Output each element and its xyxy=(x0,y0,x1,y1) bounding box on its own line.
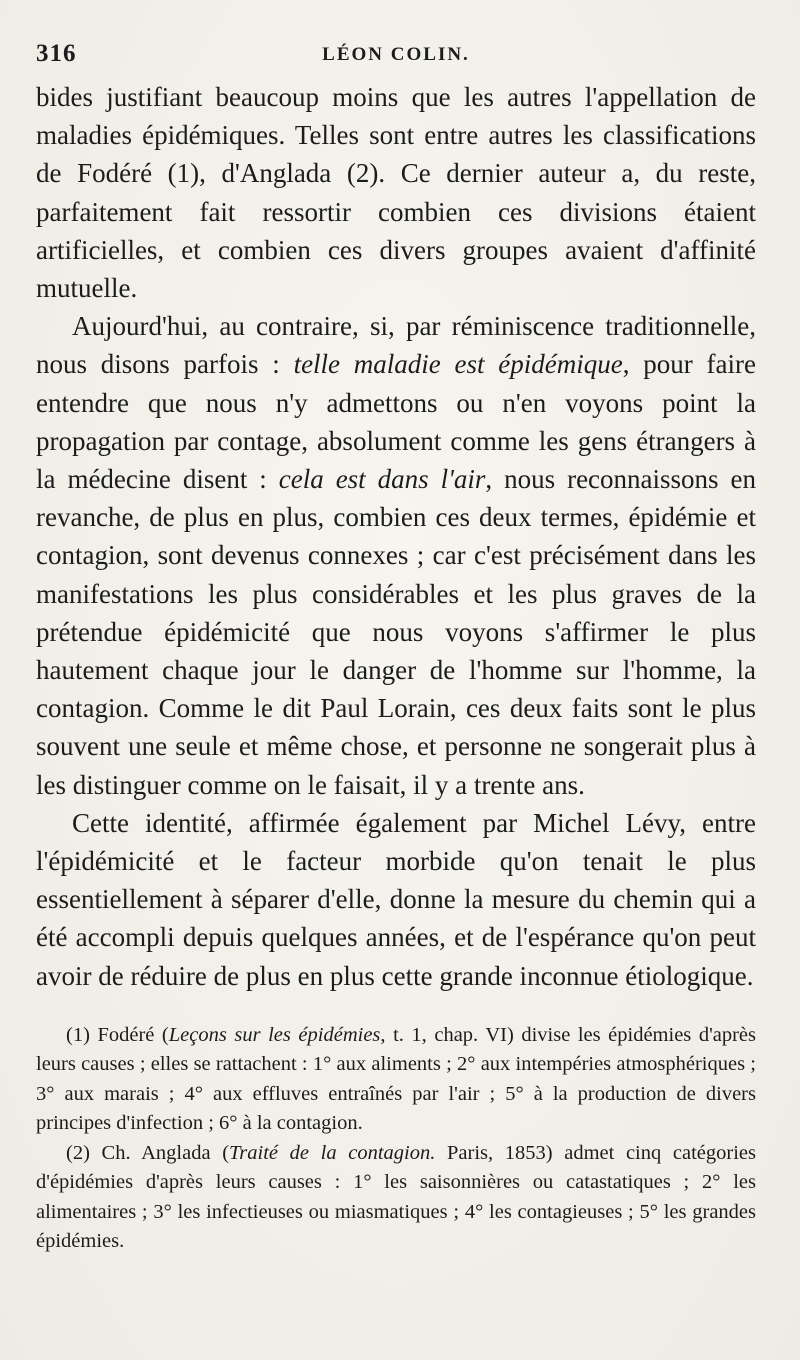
body-text xyxy=(36,78,756,995)
text-run: , t. 1, chap. VI) divise les épidémies d'après leurs causes ; elles se rattachent : 1° aux aliments ; 2° aux intempéries atmosphériques ; 3° aux marais ; 4° aux effluves entraînés par l'air ; 5° à la production de divers principes d'infection ; 6° à la contagion. xyxy=(36,1023,757,1135)
paragraph: Cette identité, affirmée également par Michel Lévy, entre l'épidémicité et le facteur morbide qu'on tenait le plus essentiellement à séparer d'elle, donne la mesure du chemin qui a été accompli depuis quelques années, et de l'espérance qu'on peut avoir de réduire de plus en plus cette grande inconnue étiologique. xyxy=(36,807,756,991)
text-run: , nous reconnaissons en revanche, de plus en plus, combien ces deux termes, épidémie et contagion, sont devenus connexes ; car c'est précisément dans les manifestations les plus considérables et les plus graves de la prétendue épidémicité que nous voyons s'affirmer le plus hautement chaque jour le danger de l'homme sur l'homme, la contagion. Comme le dit Paul Lorain, ces deux faits sont le plus souvent une seule et même chose, et personne ne songerait plus à les distinguer comme on le faisait, il y a trente ans. xyxy=(36,464,756,800)
text-run: Paris, 1853) admet cinq catégories d'épidémies d'après leurs causes : 1° les saisonnières ou catastatiques ; 2° les alimentaires ; 3° les infectieuses ou miasmatiques ; 4° les contagieuses ; 5° les grandes épidémies. xyxy=(36,1141,756,1253)
italic-phrase: cela est dans l'air xyxy=(278,464,486,495)
footnote xyxy=(36,1021,756,1139)
text-run: Aujourd'hui, au contraire, si, par réminiscence traditionnelle, nous disons parfois : xyxy=(36,311,756,380)
italic-title: Traité de la contagion. xyxy=(229,1141,436,1164)
text-run: (2) Ch. Anglada ( xyxy=(66,1141,230,1164)
italic-phrase: telle maladie est épidémique xyxy=(293,349,623,380)
text-run: (1) Fodéré ( xyxy=(66,1023,169,1046)
page-header xyxy=(36,34,756,78)
italic-title: Leçons sur les épidémies xyxy=(168,1023,381,1046)
paragraph xyxy=(36,307,756,804)
footnotes xyxy=(36,1021,756,1257)
page-number: 316 xyxy=(36,40,77,67)
footnote xyxy=(36,1139,756,1257)
text-run: , pour faire entendre que nous n'y admettons ou n'en voyons point la propagation par contage, absolument comme les gens étrangers à la médecine disent : xyxy=(36,349,756,495)
paragraph: bides justifiant beaucoup moins que les autres l'appellation de maladies épidémiques. Telles sont entre autres les classifications de Fodéré (1), d'Anglada (2). Ce dernier auteur a, du reste, parfaitement fait ressortir combien ces divisions étaient artificielles, et combien ces divers groupes avaient d'affinité mutuelle. xyxy=(36,82,756,304)
running-head: LÉON COLIN. xyxy=(322,44,470,65)
